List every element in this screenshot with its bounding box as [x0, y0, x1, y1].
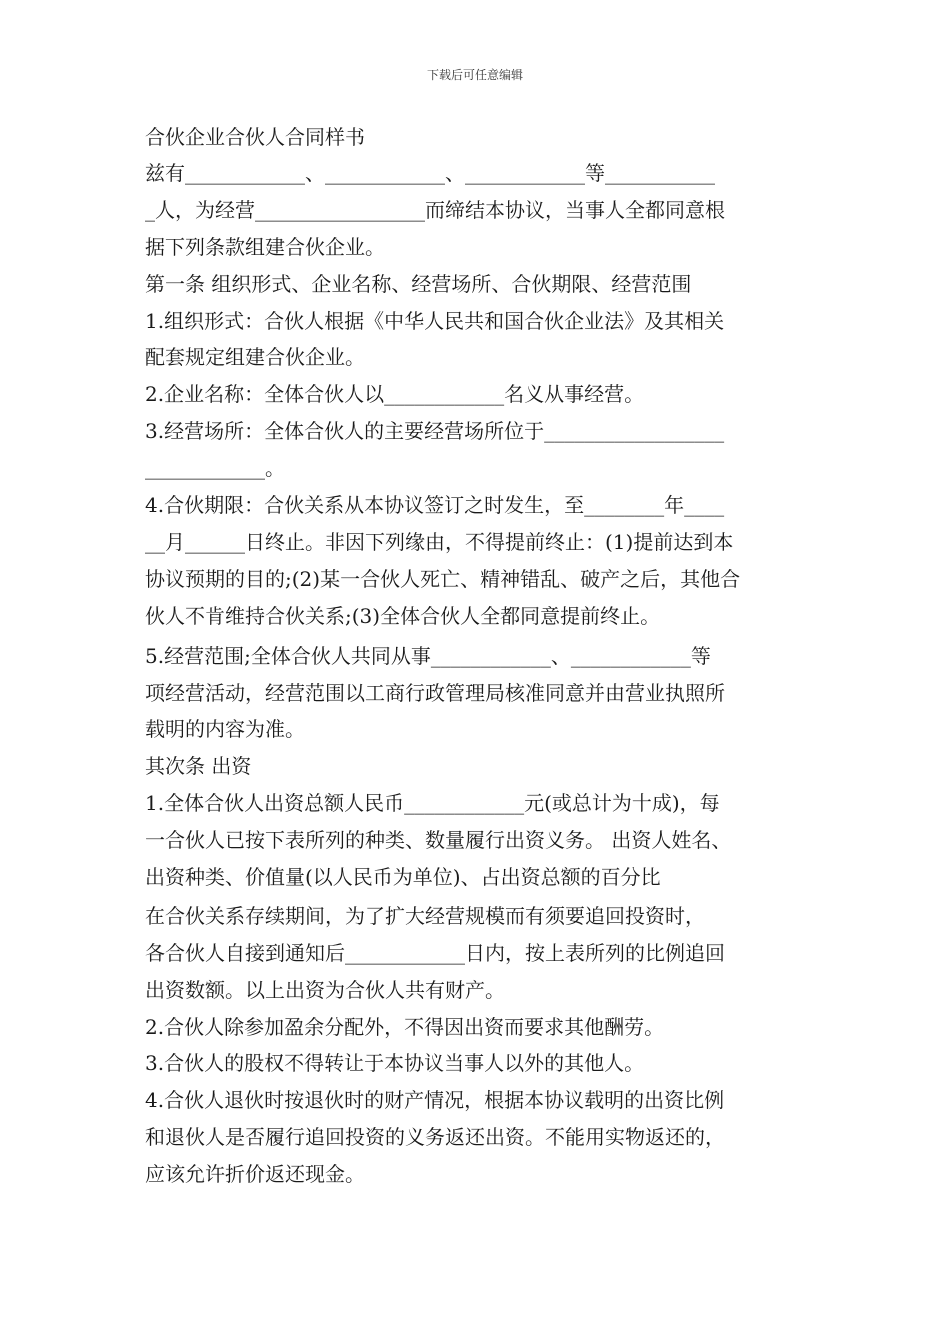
paragraph-line: 配套规定组建合伙企业。 [145, 345, 365, 369]
paragraph-line: 应该允许折价返还现金。 [145, 1162, 365, 1186]
paragraph-line: 1.组织形式：合伙人根据《中华人民共和国合伙企业法》及其相关 [145, 309, 725, 333]
paragraph-line: 4.合伙人退伙时按退伙时的财产情况，根据本协议载明的出资比例 [145, 1088, 725, 1112]
paragraph-line: 各合伙人自接到通知后____________日内，按上表所列的比例追回 [145, 941, 725, 965]
paragraph-line: 5.经营范围;全体合伙人共同从事____________、____________等 [145, 644, 711, 668]
paragraph-line: 伙人不肯维持合伙关系;(3)全体合伙人全都同意提前终止。 [145, 604, 661, 628]
article-heading: 其次条 出资 [145, 754, 252, 778]
paragraph-line: 1.全体合伙人出资总额人民币____________元(或总计为十成)，每 [145, 791, 720, 815]
paragraph-line: 协议预期的目的;(2)某一合伙人死亡、精神错乱、破产之后，其他合 [145, 567, 741, 591]
paragraph-line: _人，为经营_________________而缔结本协议，当事人全都同意根 [145, 198, 725, 222]
paragraph-line: 兹有____________、____________、____________等___________ [145, 161, 715, 185]
paragraph-line: 出资数额。以上出资为合伙人共有财产。 [145, 978, 505, 1002]
paragraph-line: ____________。 [145, 456, 285, 480]
paragraph-line: 3.合伙人的股权不得转让于本协议当事人以外的其他人。 [145, 1051, 645, 1075]
article-heading: 第一条 组织形式、企业名称、经营场所、合伙期限、经营范围 [145, 272, 692, 296]
document-title: 合伙企业合伙人合同样书 [145, 125, 365, 149]
paragraph-line: 3.经营场所：全体合伙人的主要经营场所位于__________________ [145, 419, 725, 443]
paragraph-line: 4.合伙期限：合伙关系从本协议签订之时发生，至________年____ [145, 493, 725, 517]
paragraph-line: __月______日终止。非因下列缘由，不得提前终止：(1)提前达到本 [145, 530, 734, 554]
paragraph-line: 2.企业名称：全体合伙人以____________名义从事经营。 [145, 382, 645, 406]
paragraph-line: 出资种类、价值量(以人民币为单位)、占出资总额的百分比 [145, 865, 661, 889]
paragraph-line: 据下列条款组建合伙企业。 [145, 235, 385, 259]
paragraph-line: 载明的内容为准。 [145, 717, 305, 741]
paragraph-line: 一合伙人已按下表所列的种类、数量履行出资义务。 出资人姓名、 [145, 828, 732, 852]
paragraph-line: 和退伙人是否履行追回投资的义务返还出资。不能用实物返还的， [145, 1125, 725, 1149]
paragraph-line: 项经营活动，经营范围以工商行政管理局核准同意并由营业执照所 [145, 681, 725, 705]
paragraph-line: 在合伙关系存续期间，为了扩大经营规模而有须要追回投资时， [145, 904, 705, 928]
paragraph-line: 2.合伙人除参加盈余分配外，不得因出资而要求其他酬劳。 [145, 1015, 665, 1039]
header-note: 下载后可任意编辑 [426, 68, 523, 82]
